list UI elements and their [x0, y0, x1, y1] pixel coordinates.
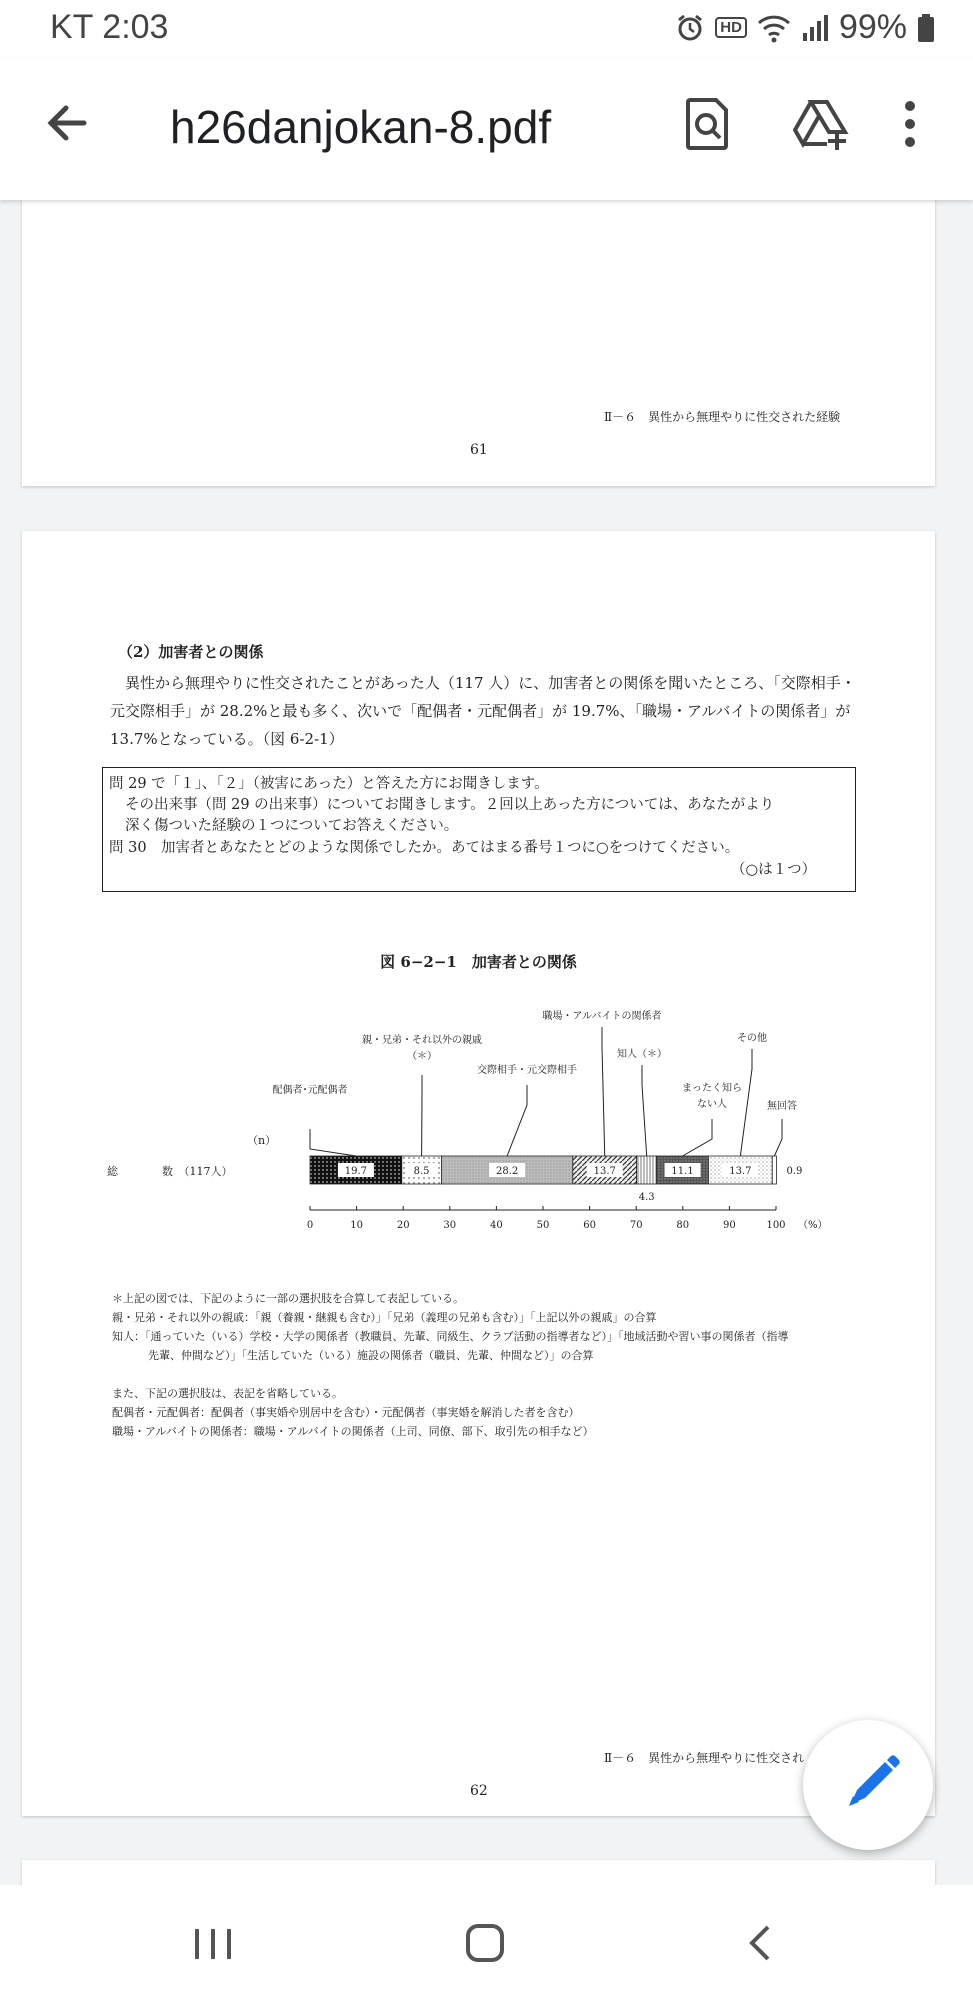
note-line: ＊上記の図では、下記のように一部の選択肢を合算して表記している。 — [112, 1292, 464, 1305]
data-label: 19.7 — [344, 1166, 368, 1177]
category-label: 知人（＊） — [617, 1049, 667, 1060]
page-footer-section: Ⅱ－６ 異性から無理やりに性交され — [604, 1751, 805, 1765]
note-line: 配偶者・元配偶者：配偶者（事実婚や別居中を含む）・元配偶者（事実婚を解消した者を含む） — [112, 1406, 580, 1419]
x-tick-label: 60 — [583, 1220, 596, 1231]
leader-line — [740, 1049, 752, 1156]
category-label: （＊） — [407, 1051, 437, 1062]
pdf-page-61 — [22, 200, 935, 486]
question-line: 深く傷ついた経験の１つについてお答えください。 — [125, 818, 459, 834]
leader-line — [642, 1065, 647, 1156]
x-tick-label: 30 — [443, 1220, 457, 1231]
row-label: 総 数 （117人） — [107, 1165, 233, 1178]
category-label: 交際相手・元交際相手 — [477, 1065, 577, 1076]
category-label: その他 — [737, 1033, 767, 1044]
bar-segment — [637, 1156, 657, 1184]
x-tick-label: 100 — [766, 1220, 786, 1231]
page-footer-section: Ⅱ－６ 異性から無理やりに性交された経験 — [604, 410, 841, 424]
leader-line — [683, 1119, 712, 1156]
note-line: 知人：「通っていた（いる）学校・大学の関係者（教職員、先輩、同級生、クラブ活動の指導者など）」「地域活動や習い事の関係者（指導 — [112, 1330, 789, 1343]
home-icon[interactable] — [455, 1915, 515, 1971]
recent-apps-icon[interactable] — [183, 1915, 243, 1971]
note-line — [112, 1365, 912, 1384]
body-paragraph: 異性から無理やりに性交されたことがあった人（117 人）に、加害者との関係を聞いたところ、「交際相手・元交際相手」が 28.2%と最も多く、次いで「配偶者・元配偶者」が 19.7%、「職場・アルバイトの関係者」が 13.7%となっている。（図 6-2-1） — [110, 674, 856, 748]
add-to-drive-icon[interactable] — [793, 96, 849, 152]
x-tick-label: 10 — [350, 1220, 363, 1231]
edit-fab-button[interactable] — [803, 1720, 933, 1850]
question-line: 問 29 で「１」、「２」（被害にあった）と答えた方にお聞きします。 — [109, 776, 549, 792]
stacked-bar-chart — [22, 1001, 935, 1281]
pencil-icon — [803, 1720, 933, 1850]
page-number: 62 — [470, 1783, 488, 1799]
note-line: 先輩、仲間など）」「生活していた（いる）施設の関係者（職員、先輩、仲間など）」の合算 — [148, 1349, 594, 1362]
section-heading: （2）加害者との関係 — [118, 643, 264, 661]
file-title: h26danjokan-8.pdf — [170, 101, 552, 153]
n-label: （n） — [247, 1134, 277, 1147]
x-tick-label: 70 — [629, 1220, 643, 1231]
data-label: 0.9 — [786, 1166, 803, 1177]
x-tick-label: 20 — [396, 1220, 410, 1231]
leader-line — [310, 1129, 356, 1156]
pdf-page-next — [22, 1860, 935, 1885]
category-label: 職場・アルバイトの関係者 — [542, 1011, 662, 1022]
status-bar — [0, 0, 973, 58]
x-unit-label: （%） — [798, 1220, 828, 1231]
note-line: 親・兄弟・それ以外の親戚：「親（養親・継親も含む）」「兄弟（義理の兄弟も含む）」「上記以外の親戚」の合算 — [112, 1311, 657, 1324]
data-label: 4.3 — [638, 1192, 655, 1203]
leader-line — [602, 1027, 605, 1156]
x-tick-label: 50 — [536, 1220, 550, 1231]
nav-back-icon[interactable] — [730, 1915, 790, 1971]
data-label: 13.7 — [593, 1166, 616, 1177]
signal-icon — [801, 13, 829, 43]
question-line: （○は１つ） — [731, 862, 817, 878]
status-icons — [675, 8, 935, 47]
pdf-page-62 — [22, 531, 935, 1816]
pdf-viewer[interactable] — [0, 200, 973, 1885]
hd-icon: HD — [715, 17, 747, 38]
battery-percent: 99% — [838, 8, 907, 46]
data-label: 13.7 — [729, 1166, 752, 1177]
data-label: 11.1 — [671, 1166, 694, 1177]
system-nav-bar — [0, 1885, 973, 2000]
category-label: 親・兄弟・それ以外の親戚 — [362, 1035, 482, 1046]
page-number: 61 — [470, 442, 488, 458]
question-line: 問 30 加害者とあなたとどのような関係でしたか。あてはまる番号１つに○をつけてください。 — [109, 840, 740, 856]
bar-segment — [772, 1156, 776, 1184]
app-bar — [0, 58, 973, 200]
question-box — [102, 767, 856, 892]
figure-notes — [112, 1289, 912, 1441]
figure-title: 図 6−2−1 加害者との関係 — [380, 953, 577, 971]
leader-line — [507, 1085, 527, 1156]
data-label: 8.5 — [413, 1166, 430, 1177]
wifi-icon — [757, 13, 791, 43]
leader-line — [774, 1119, 782, 1156]
more-options-icon[interactable] — [895, 96, 925, 152]
category-label: 配偶者･元配偶者 — [272, 1085, 348, 1096]
category-label: まったく知ら — [682, 1083, 742, 1094]
battery-icon — [917, 13, 935, 43]
note-line: また、下記の選択肢は、表記を省略している。 — [112, 1387, 343, 1400]
x-tick-label: 40 — [490, 1220, 503, 1231]
category-label: ない人 — [697, 1099, 727, 1110]
clock: KT 2:03 — [50, 8, 169, 46]
note-line: 職場・アルバイトの関係者：職場・アルバイトの関係者（上司、同僚、部下、取引先の相手など） — [112, 1425, 594, 1438]
alarm-icon — [675, 13, 705, 43]
find-in-document-icon[interactable] — [680, 96, 736, 152]
x-tick-label: 0 — [306, 1220, 314, 1231]
back-arrow-icon[interactable] — [42, 98, 92, 148]
x-tick-label: 90 — [723, 1220, 736, 1231]
question-line: その出来事（問 29 の出来事）についてお聞きします。２回以上あった方については、あなたがより — [125, 797, 775, 813]
data-label: 28.2 — [495, 1166, 519, 1177]
category-label: 無回答 — [767, 1101, 797, 1112]
x-tick-label: 80 — [676, 1220, 690, 1231]
